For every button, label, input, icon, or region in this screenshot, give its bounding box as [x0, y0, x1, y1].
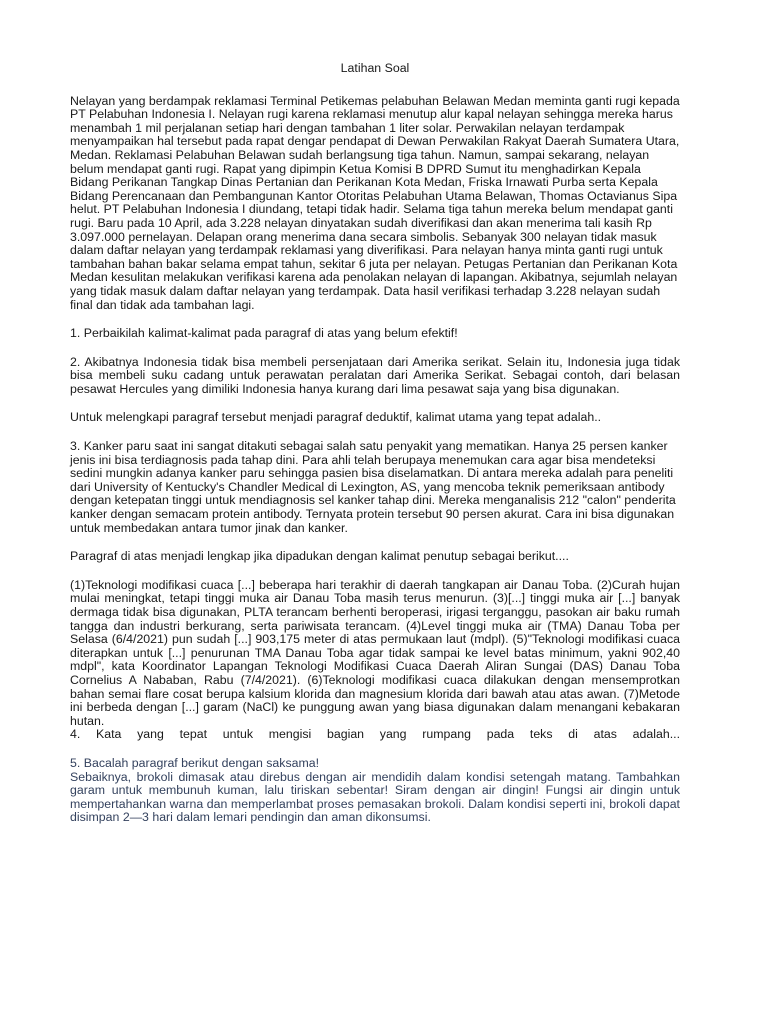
question-4-paragraph: (1)Teknologi modifikasi cuaca [...] beberapa hari terakhir di daerah tangkapan air Danau Toba. (2)Curah hujan mulai meningkat, tetapi tinggi muka air Danau Toba masih terus menurun. (3)[...] tinggi muka air [...] banyak dermaga tidak bisa digunakan, PLTA terancam berhenti beroperasi, irigasi terganggu, pasokan air baku rumah tangga dan industri berkurang, serta pariwisata terancam. (4)Level tinggi muka air (TMA) Danau Toba per Selasa (6/4/2021) pun sudah [...] 903,175 meter di atas permukaan laut (mdpl). (5)"Teknologi modifikasi cuaca diterapkan untuk [...] penurunan TMA Danau Toba agar tidak sampai ke level batas minimum, yakni 902,40 mdpl", kata Koordinator Lapangan Teknologi Modifikasi Cuaca Daerah Aliran Sungai (DAS) Danau Toba Cornelius A Nababan, Rabu (7/4/2021). (6)Teknologi modifikasi cuaca dilakukan dengan mensemprotkan bahan semai flare cosat berupa kalsium klorida dan magnesium klorida dari bawah atau atas awan. (7)Metode ini berbeda dengan [...] garam (NaCl) ke punggung awan yang biasa digunakan dalam menangani kebakaran hutan. — [70, 577, 680, 728]
question-2-paragraph: 2. Akibatnya Indonesia tidak bisa membeli persenjataan dari Amerika serikat. Selain itu, Indonesia juga tidak bisa membeli suku cadang untuk perawatan peralatan dari Amerika Serikat. Sebagai contoh, dari belasan pesawat Hercules yang dimiliki Indonesia hanya kurang dari lima pesawat saja yang bisa digunakan. — [70, 354, 680, 396]
question-5-heading: 5. Bacalah paragraf berikut dengan saksama! — [70, 755, 320, 770]
question-3-prompt: Paragraf di atas menjadi lengkap jika dipadukan dengan kalimat penutup sebagai berikut.... — [70, 549, 569, 564]
question-1: 1. Perbaikilah kalimat-kalimat pada paragraf di atas yang belum efektif! — [70, 326, 458, 341]
question-4-prompt: 4. Kata yang tepat untuk mengisi bagian yang rumpang pada teks di atas adalah... — [70, 727, 680, 742]
document-title: Latihan Soal — [340, 61, 410, 75]
document-page — [70, 62, 680, 825]
question-2-prompt: Untuk melengkapi paragraf tersebut menjadi paragraf deduktif, kalimat utama yang tepat adalah.. — [70, 410, 602, 425]
intro-paragraph: Nelayan yang berdampak reklamasi Terminal Petikemas pelabuhan Belawan Medan meminta ganti rugi kepada PT Pelabuhan Indonesia I. Nelayan rugi karena reklamasi menutup alur kapal nelayan sehingga mereka harus menambah 1 mil perjalanan setiap hari dengan tambahan 1 liter solar. Perwakilan nelayan terdampak menyampaikan hal tersebut pada rapat dengar pendapat di Dewan Perwakilan Rakyat Daerah Sumatera Utara, Medan. Reklamasi Pelabuhan Belawan sudah berlangsung tiga tahun. Namun, sampai sekarang, nelayan belum mendapat ganti rugi. Rapat yang dipimpin Ketua Komisi B DPRD Sumut itu menghadirkan Kepala Bidang Perikanan Tangkap Dinas Pertanian dan Perikanan Kota Medan, Friska Irnawati Purba serta Kepala Bidang Perencanaan dan Pembangunan Kantor Otoritas Pelabuhan Utama Belawan, Thomas Octavianus Sipa helut. PT Pelabuhan Indonesia I diundang, tetapi tidak hadir. Selama tiga tahun mereka belum mendapat ganti rugi. Baru pada 10 April, ada 3.228 nelayan dinyatakan sudah diverifikasi dan akan menerima tali kasih Rp 3.097.000 pernelayan. Delapan orang menerima dana secara simbolis. Sebanyak 300 nelayan tidak masuk dalam daftar nelayan yang terdampak reklamasi yang diverifikasi. Para nelayan hanya minta ganti rugi untuk tambahan bahan bakar selama empat tahun, sekitar 6 juta per nelayan. Petugas Pertanian dan Perikanan Kota Medan kesulitan melakukan verifikasi karena ada penolakan nelayan di lapangan. Akibatnya, sejumlah nelayan yang tidak masuk dalam daftar nelayan yang terdampak. Data hasil verifikasi terhadap 3.228 nelayan sudah final dan tidak ada tambahan lagi. — [70, 93, 680, 312]
question-5-paragraph: Sebaiknya, brokoli dimasak atau direbus dengan air mendidih dalam kondisi setengah matang. Tambahkan garam untuk membunuh kuman, lalu tiriskan sebentar! Siram dengan air dingin! Fungsi air dingin untuk mempertahankan warna dan memperlambat proses pemasakan brokoli. Dalam kondisi seperti ini, brokoli dapat disimpan 2—3 hari dalam lemari pendingin dan aman dikonsumsi. — [70, 769, 680, 825]
question-3-paragraph: 3. Kanker paru saat ini sangat ditakuti sebagai salah satu penyakit yang mematikan. Hanya 25 persen kanker jenis ini bisa terdiagnosis pada tahap dini. Para ahli telah berupaya menemukan cara agar bisa mendeteksi sedini mungkin adanya kanker paru sehingga pasien bisa diselamatkan. Di antara mereka adalah para peneliti dari University of Kentucky's Chandler Medical di Lexington, AS, yang mencoba teknik pemeriksaan antibody dengan ketepatan tinggi untuk mendiagnosis sel kanker tahap dini. Mereka menganalisis 212 "calon" penderita kanker dengan semacam protein antibody. Ternyata protein tersebut 90 persen akurat. Cara ini bisa digunakan untuk membedakan antara tumor jinak dan kanker. — [70, 439, 676, 535]
